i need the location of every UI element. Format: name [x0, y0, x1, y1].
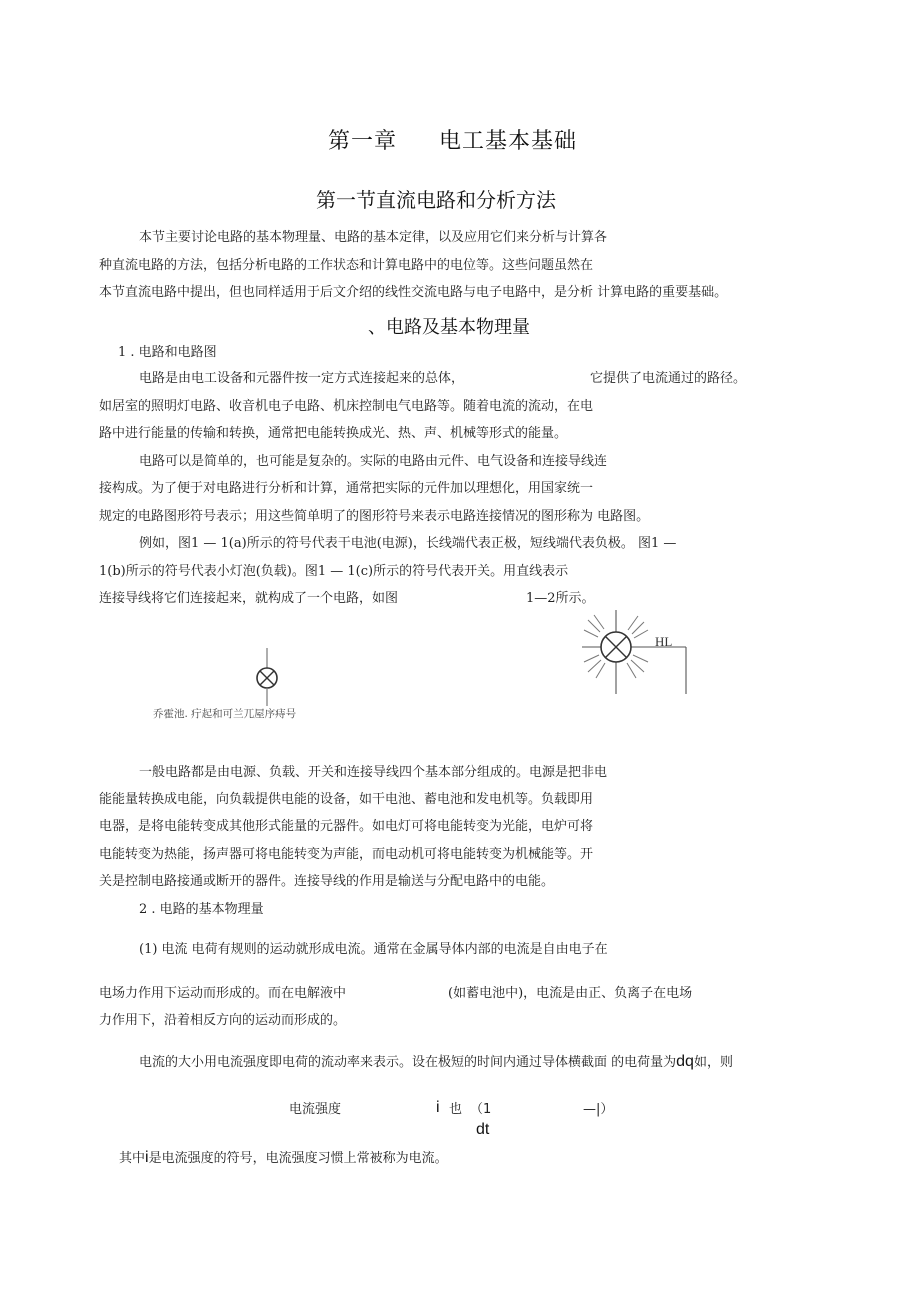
para2-line3: 规定的电路图形符号表示；用这些简单明了的图形符号来表示电路连接情况的图形称为 电路图。 [99, 509, 650, 524]
para3-line3-a: 连接导线将它们连接起来，就构成了一个电路，如图 [99, 591, 399, 606]
para3-line1: 例如，图1 — 1(a)所示的符号代表干电池(电源)，长线端代表正极，短线端代表负极。 图1 — [139, 536, 677, 551]
item1-heading: 1 . 电路和电路图 [118, 345, 217, 360]
formula-tail: —|） [583, 1102, 614, 1117]
para7 [119, 1150, 448, 1166]
para1-line1-b: 它提供了电流通过的路径。 [590, 371, 747, 386]
para6 [139, 1054, 733, 1070]
para4-line4: 电能转变为热能，扬声器可将电能转变为声能，而电动机可将电能转变为机械能等。开 [99, 847, 594, 862]
para7-var-i: i [145, 1149, 149, 1166]
para5-line2-a: 电场力作用下运动而形成的。而在电解液中 [99, 986, 347, 1001]
intro-line-1: 本节主要讨论电路的基本物理量、电路的基本定律，以及应用它们来分析与计算各 [139, 230, 608, 245]
figure-left-caption: 乔霍池. 疔起和可兰兀屋序痔号 [153, 708, 297, 720]
para5-line3: 力作用下，沿着相反方向的运动而形成的。 [99, 1013, 347, 1028]
para3-line2: 1(b)所示的符号代表小灯泡(负载)。图1 — 1(c)所示的符号代表开关。用直线表示 [99, 564, 569, 579]
para6-text-b: 如，则 [693, 1055, 733, 1070]
glowing-lamp-figure [582, 610, 706, 694]
subsection-title: 、电路及基本物理量 [368, 317, 530, 338]
para4-line1: 一般电路都是由电源、负载、开关和连接导线四个基本部分组成的。电源是把非电 [139, 765, 608, 780]
intro-line-2: 种直流电路的方法，包括分析电路的工作状态和计算电路中的电位等。这些问题虽然在 [99, 258, 594, 273]
item2-heading: 2 . 电路的基本物理量 [139, 902, 264, 917]
para4-line2: 能能量转换成电能，向负载提供电能的设备，如干电池、蓄电池和发电机等。负载即用 [99, 792, 594, 807]
intro-line-3: 本节直流电路中提出，但也同样适用于后文介绍的线性交流电路与电子电路中，是分析 计算电路的重要基础。 [99, 285, 728, 300]
para5-line1: (1) 电流 电荷有规则的运动就形成电流。通常在金属导体内部的电流是自由电子在 [139, 942, 608, 957]
para2-line1: 电路可以是简单的，也可能是复杂的。实际的电路由元件、电气设备和连接导线连 [139, 454, 608, 469]
para3-line3-b: 1—2所示。 [526, 591, 595, 606]
para1-line2: 如居室的照明灯电路、收音机电子电路、机床控制电气电路等。随着电流的流动，在电 [99, 399, 594, 414]
formula-denominator: dt [476, 1121, 490, 1138]
formula-label: 电流强度 [289, 1102, 342, 1117]
para5-line2-b: (如蓄电池中)，电流是由正、负离子在电场 [448, 986, 693, 1001]
para1-line3: 路中进行能量的传输和转换，通常把电能转换成光、热、声、机械等形式的能量。 [99, 426, 568, 441]
para7-text-a: 其中 [119, 1151, 146, 1166]
section-title: 第一节直流电路和分析方法 [316, 188, 556, 212]
para4-line3: 电器，是将电能转变成其他形式能量的元器件。如电灯可将电能转变为光能，电炉可将 [99, 819, 594, 834]
chapter-name: 电工基本基础 [439, 129, 578, 154]
chapter-title [328, 124, 577, 155]
para7-text-b: 是电流强度的符号，电流强度习惯上常被称为电流。 [148, 1151, 448, 1166]
para4-line5: 关是控制电路接通或断开的器件。连接导线的作用是输送与分配电路中的电能。 [99, 874, 555, 889]
formula-paren-open: （1 [470, 1102, 492, 1117]
chapter-label: 第一章 [328, 129, 398, 154]
para1-line1-a: 电路是由电工设备和元器件按一定方式连接起来的总体， [139, 371, 465, 386]
formula-mid: 也 [449, 1102, 463, 1117]
para6-text-a: 电流的大小用电流强度即电荷的流动率来表示。设在极短的时间内通过导体横截面 的电荷量为 [139, 1055, 677, 1070]
lamp-symbol-figure [250, 648, 284, 706]
figure-right-label: HL [655, 634, 673, 649]
formula-lhs: i [436, 1099, 440, 1116]
para2-line2: 接构成。为了便于对电路进行分析和计算，通常把实际的元件加以理想化，用国家统一 [99, 481, 594, 496]
para6-var-dq: dq [676, 1053, 694, 1070]
